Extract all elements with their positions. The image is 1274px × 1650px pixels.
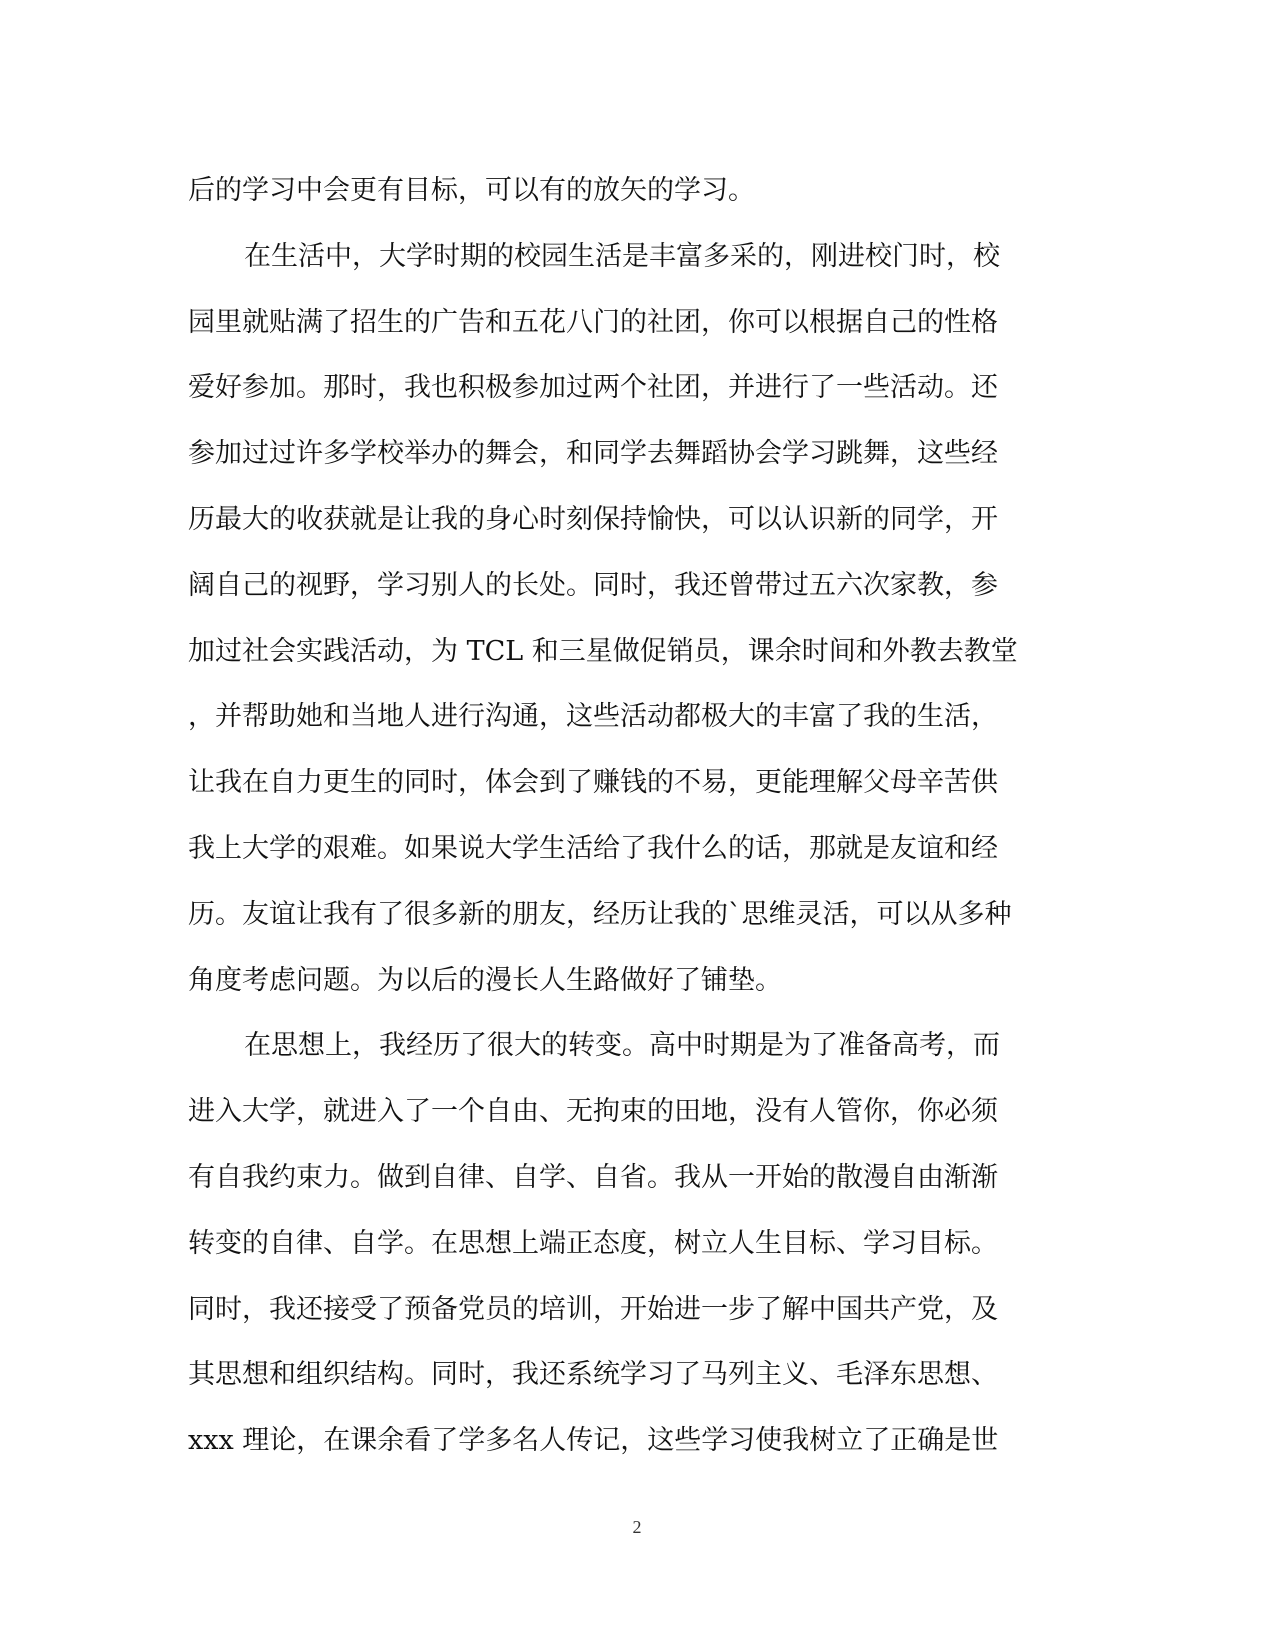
text-line: 进入大学，就进入了一个自由、无拘束的田地，没有人管你，你必须 (188, 1096, 998, 1128)
text-line: 我上大学的艰难。如果说大学生活给了我什么的话，那就是友谊和经 (188, 832, 998, 864)
text-line: 后的学习中会更有目标，可以有的放矢的学习。 (188, 175, 755, 206)
text-line: 有自我约束力。做到自律、自学、自省。我从一开始的散漫自由渐渐 (188, 1161, 998, 1193)
paragraph-start-line: 在生活中，大学时期的校园生活是丰富多采的，刚进校门时，校 (244, 240, 1000, 272)
body-text (188, 158, 1088, 1474)
page-number: 2 (632, 1517, 642, 1537)
text-line: 历。友谊让我有了很多新的朋友，经历让我的`思维灵活，可以从多种 (188, 898, 1012, 930)
paragraph-start-line: 在思想上，我经历了很大的转变。高中时期是为了准备高考，而 (244, 1030, 1000, 1062)
text-line: 爱好参加。那时，我也积极参加过两个社团，并进行了一些活动。还 (188, 372, 998, 404)
text-line: xxx 理论，在课余看了学多名人传记，这些学习使我树立了正确是世 (188, 1425, 999, 1457)
text-line: ，并帮助她和当地人进行沟通，这些活动都极大的丰富了我的生活， (188, 701, 998, 733)
text-line: 同时，我还接受了预备党员的培训，开始进一步了解中国共产党，及 (188, 1293, 998, 1325)
text-line: 其思想和组织结构。同时，我还系统学习了马列主义、毛泽东思想、 (188, 1359, 998, 1391)
text-line: 转变的自律、自学。在思想上端正态度，树立人生目标、学习目标。 (188, 1227, 998, 1259)
text-line: 园里就贴满了招生的广告和五花八门的社团，你可以根据自己的性格 (188, 306, 998, 338)
text-line: 阔自己的视野，学习别人的长处。同时，我还曾带过五六次家教，参 (188, 569, 998, 601)
text-line: 让我在自力更生的同时，体会到了赚钱的不易，更能理解父母辛苦供 (188, 767, 998, 799)
text-line: 加过社会实践活动，为 TCL 和三星做促销员，课余时间和外教去教堂 (188, 635, 1018, 667)
text-line: 历最大的收获就是让我的身心时刻保持愉快，可以认识新的同学，开 (188, 503, 998, 535)
text-line: 角度考虑问题。为以后的漫长人生路做好了铺垫。 (188, 964, 782, 996)
text-line: 参加过过许多学校举办的舞会，和同学去舞蹈协会学习跳舞，这些经 (188, 438, 998, 470)
